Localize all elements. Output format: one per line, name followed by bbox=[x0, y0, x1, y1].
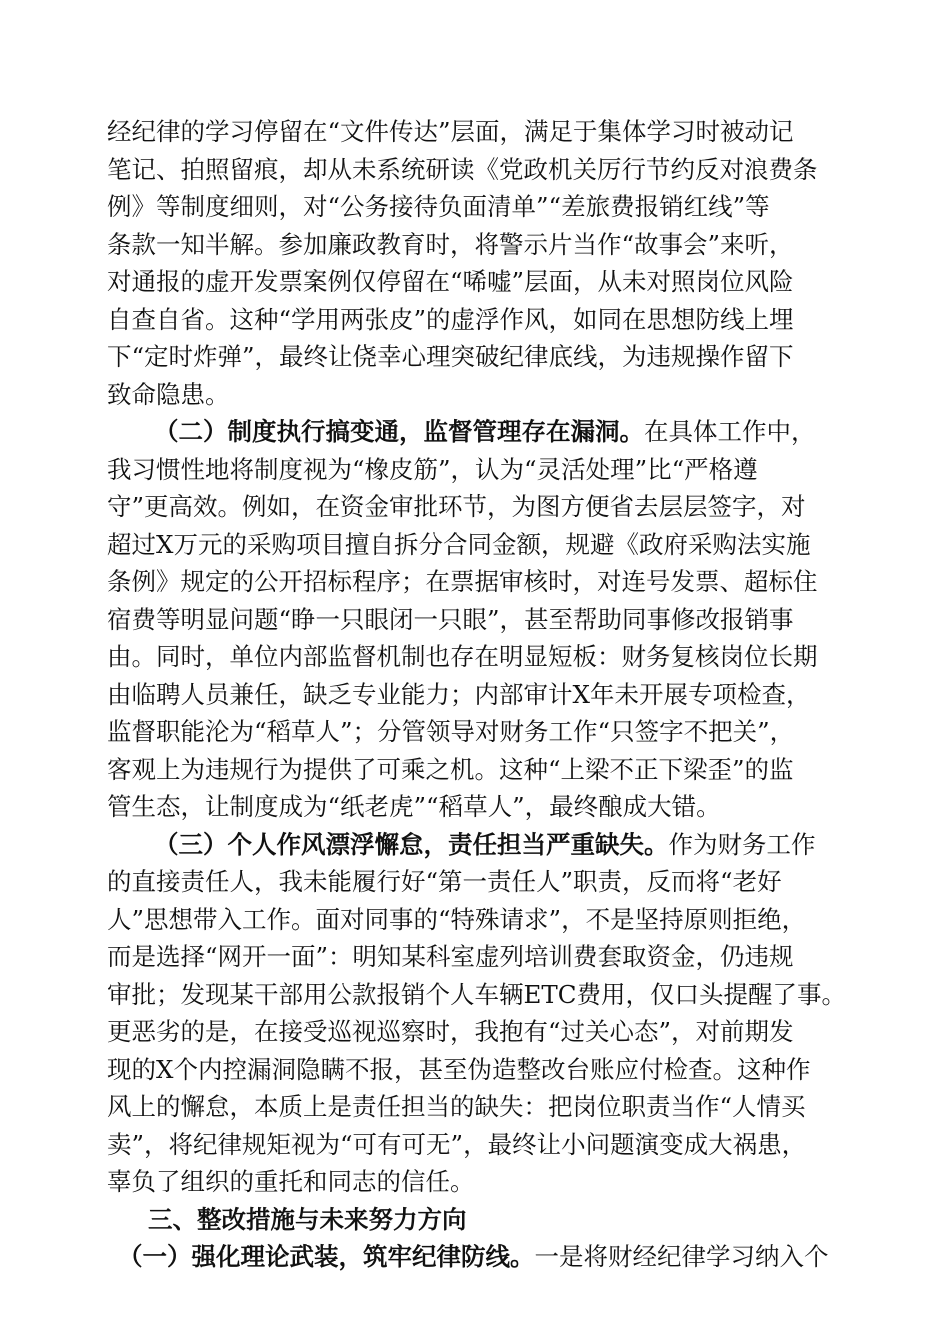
text-line: 致命隐患。 bbox=[107, 380, 230, 409]
section-2-lead-text: 在具体工作中， bbox=[644, 417, 816, 446]
text-line: 客观上为违规行为提供了可乘之机。这种“上梁不正下梁歪”的监 bbox=[107, 755, 794, 784]
text-line: 监督职能沦为“稻草人”；分管领导对财务工作“只签字不把关”， bbox=[107, 717, 795, 746]
text-line: 自查自省。这种“学用两张皮”的虚浮作风，如同在思想防线上埋 bbox=[107, 305, 794, 334]
text-line: 由。同时，单位内部监督机制也存在明显短板：财务复核岗位长期 bbox=[107, 642, 818, 671]
section-3-heading: （三）个人作风漂浮懈怠，责任担当严重缺失。 bbox=[154, 830, 669, 859]
text-line: 的直接责任人，我未能履行好“第一责任人”职责，反而将“老好 bbox=[107, 867, 782, 896]
part-3-subsection-1-line bbox=[118, 1242, 858, 1274]
text-line: 卖”，将纪律规矩视为“可有可无”，最终让小问题演变成大祸患， bbox=[107, 1130, 807, 1159]
text-line: 管生态，让制度成为“纸老虎”“稻草人”，最终酿成大错。 bbox=[107, 792, 721, 821]
section-3-lead-text: 作为财务工作 bbox=[668, 830, 816, 859]
text-line: 例》等制度细则，对“公务接待负面清单”“差旅费报销红线”等 bbox=[107, 192, 770, 221]
text-line: 审批；发现某干部用公款报销个人车辆ETC费用，仅口头提醒了事。 bbox=[107, 980, 846, 1009]
subsection-1-heading: （一）强化理论武装，筑牢纪律防线。 bbox=[118, 1242, 535, 1271]
subsection-1-lead-text: 一是将财经纪律学习纳入个 bbox=[534, 1242, 829, 1271]
section-3-first-line bbox=[154, 830, 844, 862]
text-line: 辜负了组织的重托和同志的信任。 bbox=[107, 1167, 475, 1196]
text-line: 对通报的虚开发票案例仅停留在“唏嘘”层面，从未对照岗位风险 bbox=[107, 267, 794, 296]
text-line: 条款一知半解。参加廉政教育时，将警示片当作“故事会”来听， bbox=[107, 230, 794, 259]
text-line: 由临聘人员兼任，缺乏专业能力；内部审计X年未开展专项检查， bbox=[107, 680, 811, 709]
part-3-heading: 三、整改措施与未来努力方向 bbox=[148, 1205, 467, 1234]
text-line: 现的X个内控漏洞隐瞒不报，甚至伪造整改台账应付检查。这种作 bbox=[107, 1055, 811, 1084]
text-line: 条例》规定的公开招标程序；在票据审核时，对连号发票、超标住 bbox=[107, 567, 818, 596]
text-line: 宿费等明显问题“睁一只眼闭一只眼”，甚至帮助同事修改报销事 bbox=[107, 605, 794, 634]
text-line: 守”更高效。例如，在资金审批环节，为图方便省去层层签字，对 bbox=[107, 492, 806, 521]
text-line: 人”思想带入工作。面对同事的“特殊请求”，不是坚持原则拒绝， bbox=[107, 905, 807, 934]
text-line: 而是选择“网开一面”：明知某科室虚列培训费套取资金，仍违规 bbox=[107, 942, 794, 971]
text-line: 经纪律的学习停留在“文件传达”层面，满足于集体学习时被动记 bbox=[107, 117, 794, 146]
text-line: 笔记、拍照留痕，却从未系统研读《党政机关厉行节约反对浪费条 bbox=[107, 155, 818, 184]
text-line: 我习惯性地将制度视为“橡皮筋”，认为“灵活处理”比“严格遵 bbox=[107, 455, 758, 484]
text-line: 下“定时炸弹”，最终让侥幸心理突破纪律底线，为违规操作留下 bbox=[107, 342, 794, 371]
section-2-heading: （二）制度执行搞变通，监督管理存在漏洞。 bbox=[154, 417, 644, 446]
text-line: 更恶劣的是，在接受巡视巡察时，我抱有“过关心态”，对前期发 bbox=[107, 1017, 794, 1046]
text-line: 超过X万元的采购项目擅自拆分合同金额，规避《政府采购法实施 bbox=[107, 530, 811, 559]
text-line: 风上的懈怠，本质上是责任担当的缺失：把岗位职责当作“人情买 bbox=[107, 1092, 806, 1121]
section-2-first-line bbox=[154, 417, 844, 449]
